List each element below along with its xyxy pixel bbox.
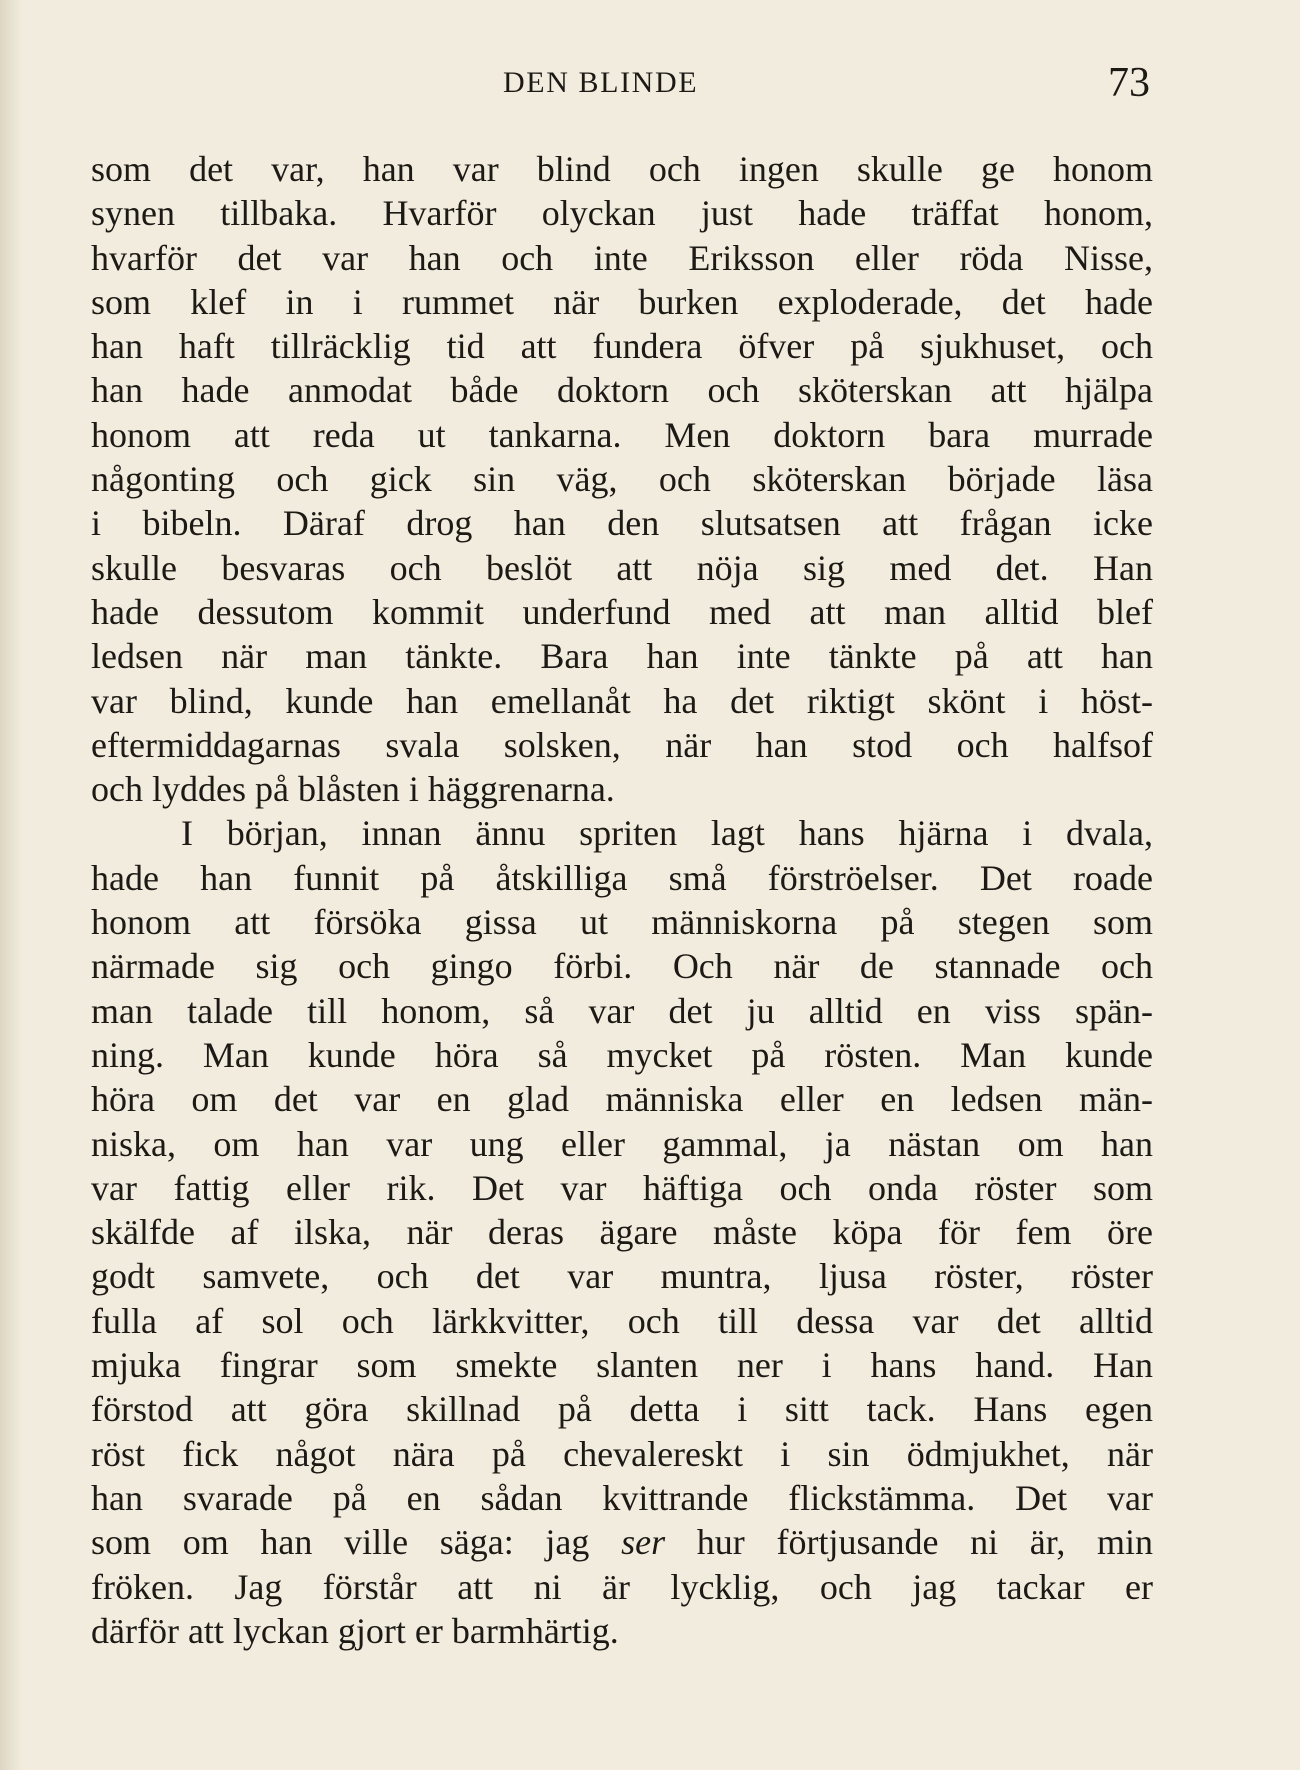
text-line-with-italic <box>91 1520 1153 1564</box>
line-segment: hur förtjusande ni är, min <box>696 1522 1154 1563</box>
text-line: förstod att göra skillnad på detta i sitt tack. Hans egen <box>91 1389 1153 1430</box>
text-line: honom att reda ut tankarna. Men doktorn bara murrade <box>91 414 1153 455</box>
text-line: hade dessutom kommit underfund med att man alltid blef <box>91 591 1153 632</box>
text-line: skulle besvaras och beslöt att nöja sig med det. Han <box>91 547 1153 588</box>
text-line: han svarade på en sådan kvittrande flickstämma. Det var <box>91 1477 1153 1518</box>
text-line: mjuka fingrar som smekte slanten ner i hans hand. Han <box>91 1345 1153 1386</box>
text-line: röst fick något nära på chevalereskt i sin ödmjukhet, när <box>91 1433 1153 1474</box>
text-line: som klef in i rummet när burken exploderade, det hade <box>91 281 1153 322</box>
text-line: var fattig eller rik. Det var häftiga och onda röster som <box>91 1167 1153 1208</box>
text-line: han haft tillräcklig tid att fundera öfver på sjukhuset, och <box>91 326 1153 367</box>
paragraph-end-line: och lyddes på blåsten i häggrenarna. <box>91 769 615 810</box>
text-line: hvarför det var han och inte Eriksson eller röda Nisse, <box>91 237 1153 278</box>
text-line: fröken. Jag förstår att ni är lycklig, och jag tackar er <box>91 1566 1153 1607</box>
text-line: någonting och gick sin väg, och sköterskan började läsa <box>91 459 1153 500</box>
paragraph-start-line: I början, innan ännu spriten lagt hans hjärna i dvala, <box>181 813 1153 854</box>
text-line: närmade sig och gingo förbi. Och när de stannade och <box>91 946 1153 987</box>
text-line: hade han funnit på åtskilliga små förströelser. Det roade <box>91 857 1153 898</box>
text-line: skälfde af ilska, när deras ägare måste köpa för fem öre <box>91 1212 1153 1253</box>
page-edge-shadow <box>0 0 22 1770</box>
italic-word: ser <box>621 1522 666 1563</box>
page-number: 73 <box>1108 60 1150 106</box>
text-line: han hade anmodat både doktorn och sköterskan att hjälpa <box>91 370 1153 411</box>
text-line: ledsen när man tänkte. Bara han inte tänkte på att han <box>91 636 1153 677</box>
text-line: fulla af sol och lärkkvitter, och till dessa var det alltid <box>91 1300 1153 1341</box>
line-segment: som om han ville säga: jag <box>91 1522 590 1563</box>
text-line: som det var, han var blind och ingen skulle ge honom <box>91 149 1153 189</box>
running-head: DEN BLINDE <box>503 66 699 99</box>
text-line: godt samvete, och det var muntra, ljusa röster, röster <box>91 1256 1153 1297</box>
body-text <box>91 147 1153 1653</box>
text-line: i bibeln. Däraf drog han den slutsatsen att frågan icke <box>91 503 1153 544</box>
text-line: eftermiddagarnas svala solsken, när han stod och halfsof <box>91 724 1153 765</box>
text-line: synen tillbaka. Hvarför olyckan just hade träffat honom, <box>91 193 1153 234</box>
text-line: höra om det var en glad människa eller en ledsen män- <box>91 1079 1153 1120</box>
text-line: niska, om han var ung eller gammal, ja nästan om han <box>91 1123 1153 1164</box>
text-line: honom att försöka gissa ut människorna på stegen som <box>91 902 1153 943</box>
text-line: var blind, kunde han emellanåt ha det riktigt skönt i höst- <box>91 680 1153 721</box>
final-line: därför att lyckan gjort er barmhärtig. <box>91 1610 619 1651</box>
text-line: ning. Man kunde höra så mycket på rösten. Man kunde <box>91 1034 1153 1075</box>
text-line: man talade till honom, så var det ju alltid en viss spän- <box>91 990 1153 1031</box>
